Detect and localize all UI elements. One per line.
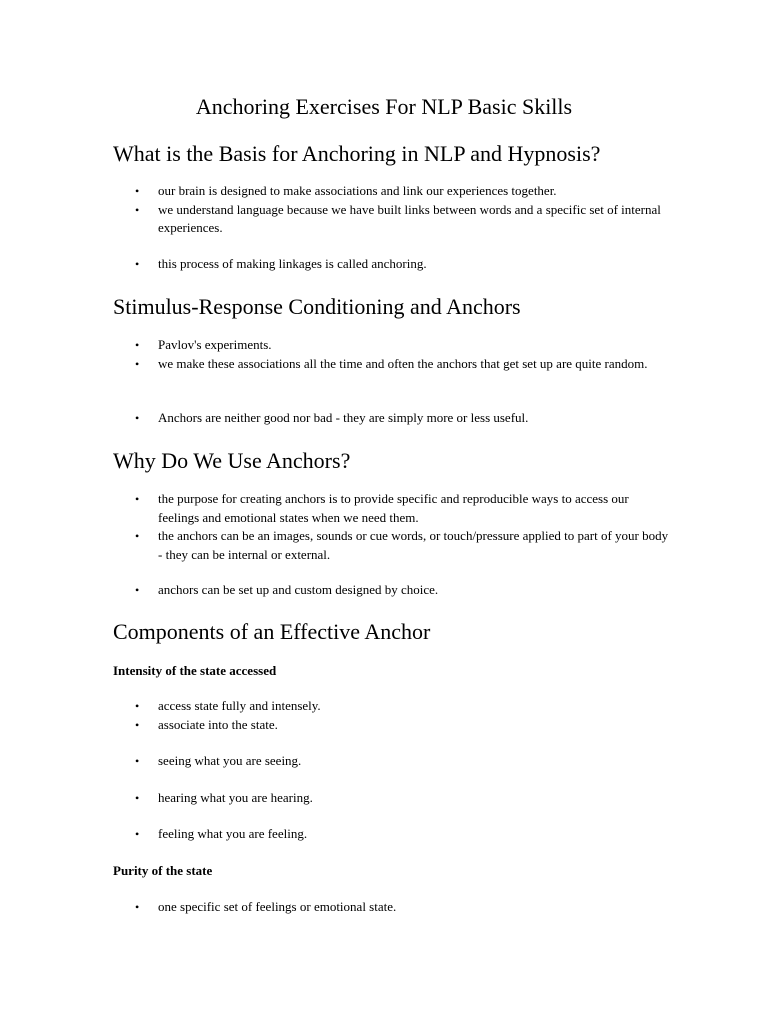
list-item-text: hearing what you are hearing. bbox=[158, 790, 313, 805]
list-item-text: anchors can be set up and custom designed by choice. bbox=[158, 582, 439, 597]
bullet-list bbox=[113, 409, 673, 428]
bullet-icon: • bbox=[135, 411, 140, 425]
section-heading-components: Components of an Effective Anchor bbox=[113, 619, 431, 644]
list-item-text: this process of making linkages is called anchoring. bbox=[158, 256, 427, 271]
bullet-list bbox=[113, 825, 673, 844]
subheading-intensity: Intensity of the state accessed bbox=[113, 663, 277, 678]
bullet-list bbox=[113, 898, 673, 917]
bullet-icon: • bbox=[135, 184, 140, 198]
bullet-icon: • bbox=[135, 257, 140, 271]
bullet-list bbox=[113, 697, 673, 734]
list-item-text: feeling what you are feeling. bbox=[158, 826, 308, 841]
bullet-icon: • bbox=[135, 699, 140, 713]
bullet-icon: • bbox=[135, 827, 140, 841]
list-item-text: access state fully and intensely. bbox=[158, 698, 321, 713]
list-item bbox=[113, 182, 673, 201]
bullet-icon: • bbox=[135, 529, 140, 543]
list-item-text: one specific set of feelings or emotional state. bbox=[158, 899, 397, 914]
bullet-icon: • bbox=[135, 583, 140, 597]
list-item bbox=[113, 898, 673, 917]
list-item bbox=[113, 716, 673, 735]
bullet-list bbox=[113, 789, 673, 808]
bullet-icon: • bbox=[135, 717, 140, 732]
list-item-text: we understand language because we have built links between words and a specific set of internal experiences. bbox=[158, 201, 661, 235]
bullet-list bbox=[113, 182, 673, 238]
bullet-list bbox=[113, 490, 673, 564]
list-item bbox=[113, 409, 673, 428]
section-heading-stimulus: Stimulus-Response Conditioning and Anchors bbox=[113, 294, 521, 319]
list-item bbox=[113, 490, 673, 527]
list-item bbox=[113, 581, 673, 600]
bullet-list bbox=[113, 336, 673, 373]
bullet-icon: • bbox=[135, 791, 140, 805]
list-item bbox=[113, 789, 673, 808]
list-item bbox=[113, 336, 673, 355]
list-item-text: the anchors can be an images, sounds or cue words, or touch/pressure applied to part of your body - they can be internal or external. bbox=[158, 528, 669, 562]
list-item bbox=[113, 752, 673, 771]
list-item-text: Pavlov's experiments. bbox=[158, 337, 272, 352]
list-item-text: associate into the state. bbox=[158, 716, 278, 732]
bullet-icon: • bbox=[135, 754, 140, 768]
bullet-list bbox=[113, 255, 673, 274]
list-item bbox=[113, 255, 673, 274]
list-item-text: seeing what you are seeing. bbox=[158, 753, 302, 768]
section-heading-basis: What is the Basis for Anchoring in NLP and Hypnosis? bbox=[113, 141, 601, 166]
list-item-text: we make these associations all the time and often the anchors that get set up are quite random. bbox=[158, 355, 648, 371]
bullet-list bbox=[113, 581, 673, 600]
list-item-text: Anchors are neither good nor bad - they are simply more or less useful. bbox=[158, 410, 529, 425]
subheading-purity: Purity of the state bbox=[113, 863, 213, 878]
bullet-icon: • bbox=[135, 356, 140, 371]
section-heading-why: Why Do We Use Anchors? bbox=[113, 448, 351, 473]
list-item bbox=[113, 201, 673, 238]
list-item-text: the purpose for creating anchors is to provide specific and reproducible ways to access our feelings and emotional states when we need them. bbox=[158, 491, 629, 525]
bullet-icon: • bbox=[135, 338, 140, 352]
list-item bbox=[113, 527, 673, 564]
bullet-icon: • bbox=[135, 202, 140, 217]
list-item bbox=[113, 355, 673, 374]
bullet-list bbox=[113, 752, 673, 771]
bullet-icon: • bbox=[135, 492, 140, 506]
list-item bbox=[113, 825, 673, 844]
list-item bbox=[113, 697, 673, 716]
list-item-text: our brain is designed to make associations and link our experiences together. bbox=[158, 183, 557, 198]
bullet-icon: • bbox=[135, 900, 140, 914]
document-title: Anchoring Exercises For NLP Basic Skills bbox=[195, 94, 573, 119]
